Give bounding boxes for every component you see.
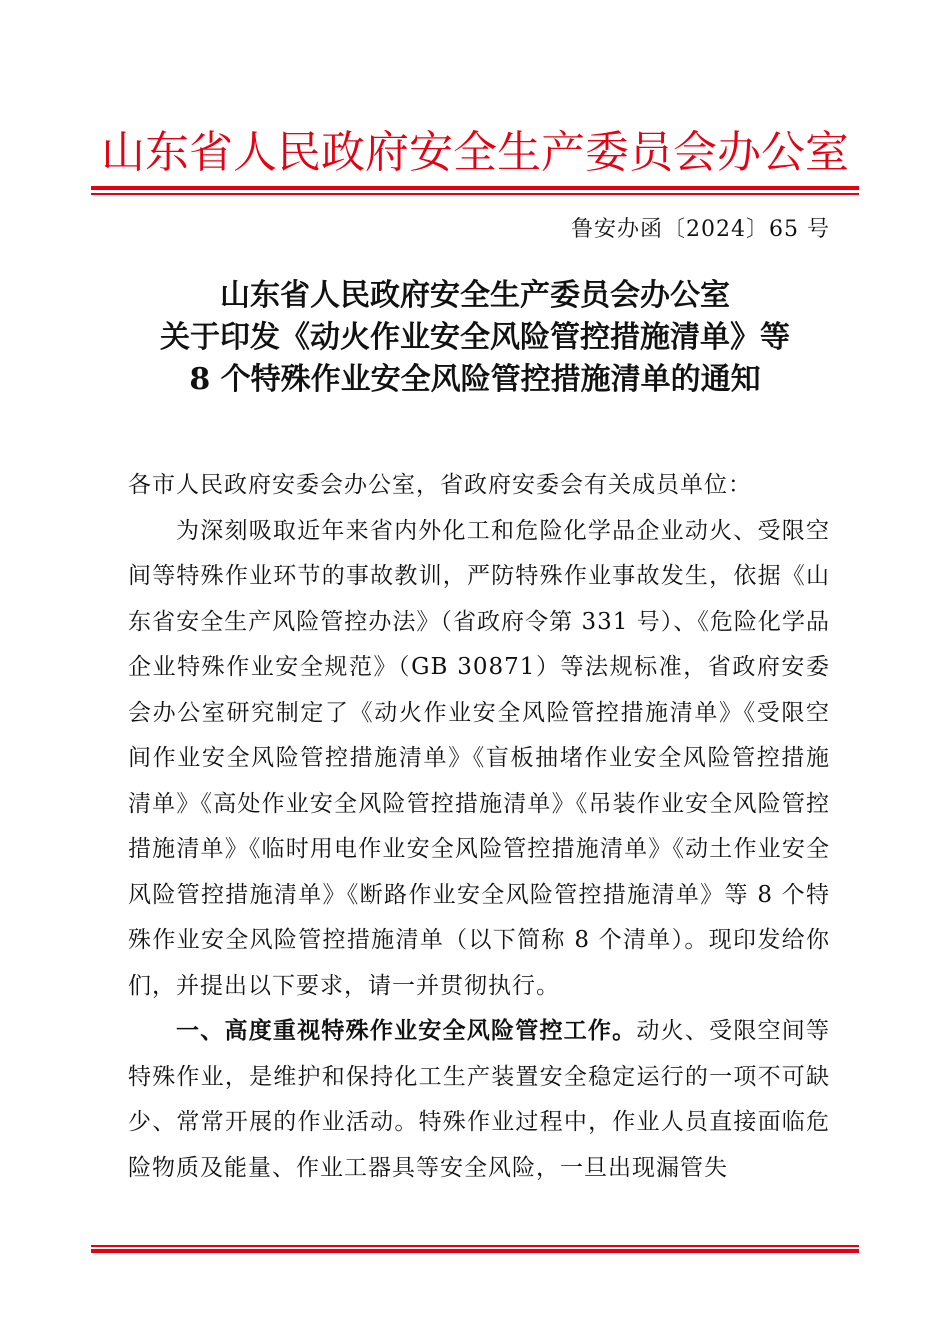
section-1 — [128, 1009, 830, 1191]
footer-rule-thin — [91, 1245, 859, 1247]
masthead-issuer: 山东省人民政府安全生产委员会办公室 — [101, 127, 849, 178]
paragraph-1: 为深刻吸取近年来省内外化工和危险化学品企业动火、受限空间等特殊作业环节的事故教训，严防特殊作业事故发生，依据《山东省安全生产风险管控办法》（省政府令第 331 号）、《危险化学品企业特殊作业安全规范》（GB 30871）等法规标准，省政府安委会办公室研究制定了《动火作业安全风险管控措施清单》《受限空间作业安全风险管控措施清单》《盲板抽堵作业安全风险管控措施清单》《高处作业安全风险管控措施清单》《吊装作业安全风险管控措施清单》《临时用电作业安全风险管控措施清单》《动土作业安全风险管控措施清单》《断路作业安全风险管控措施清单》等 8 个特殊作业安全风险管控措施清单（以下简称 8 个清单）。现印发给你们，并提出以下要求，请一并贯彻执行。 — [128, 517, 830, 999]
title-line-2: 关于印发《动火作业安全风险管控措施清单》等 — [160, 320, 790, 355]
section-1-text: 动火、受限空间等特殊作业，是维护和保持化工生产装置安全稳定运行的一项不可缺少、常常开展的作业活动。特殊作业过程中，作业人员直接面临危险物质及能量、作业工器具等安全风险，一旦出现漏管失 — [128, 1018, 831, 1181]
document-body — [128, 463, 830, 1191]
masthead-rule-thin — [91, 193, 859, 195]
title-line-3: 8 个特殊作业安全风险管控措施清单的通知 — [189, 362, 761, 397]
section-1-heading: 一、高度重视特殊作业安全风险管控工作。 — [176, 1018, 637, 1044]
title-line-1: 山东省人民政府安全生产委员会办公室 — [220, 278, 730, 313]
document-title — [0, 275, 950, 401]
footer-rule-thick — [91, 1249, 859, 1253]
document-number: 鲁安办函〔2024〕65 号 — [571, 217, 830, 242]
salutation: 各市人民政府安委会办公室，省政府安委会有关成员单位： — [128, 472, 752, 498]
masthead-rule-thick — [91, 186, 859, 190]
